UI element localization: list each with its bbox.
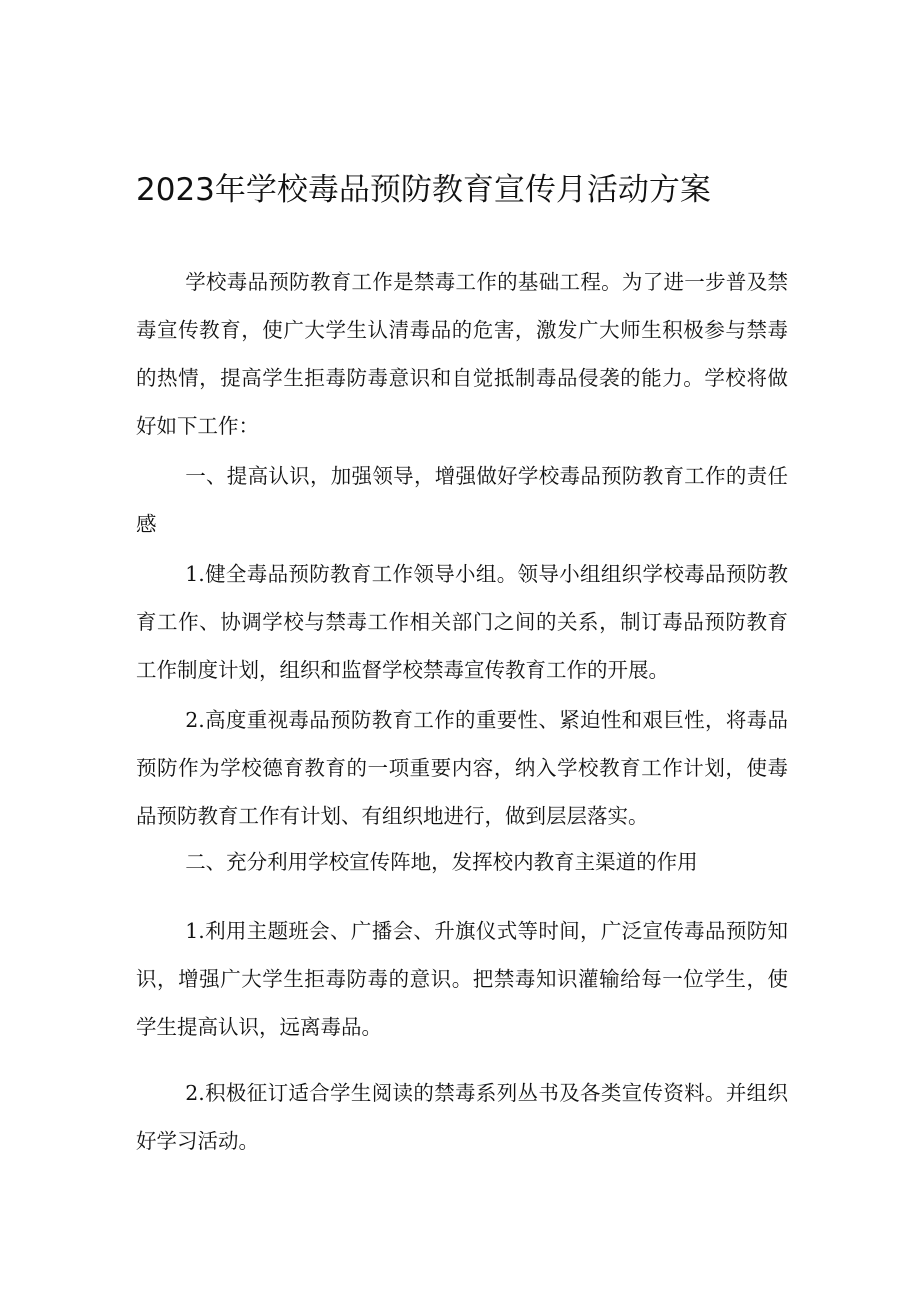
section-one-item-2: 2.高度重视毒品预防教育工作的重要性、紧迫性和艰巨性，将毒品预防作为学校德育教育的一项重要内容，纳入学校教育工作计划，使毒品预防教育工作有计划、有组织地进行，做到层层落实。	[136, 708, 788, 828]
section-one-heading: 一、提高认识，加强领导，增强做好学校毒品预防教育工作的责任感	[136, 464, 788, 536]
document-title: 2023年学校毒品预防教育宣传月活动方案	[136, 172, 711, 208]
section-two-heading: 二、充分利用学校宣传阵地，发挥校内教育主渠道的作用	[185, 850, 698, 874]
intro-paragraph: 学校毒品预防教育工作是禁毒工作的基础工程。为了进一步普及禁毒宣传教育，使广大学生认清毒品的危害，激发广大师生积极参与禁毒的热情，提高学生拒毒防毒意识和自觉抵制毒品侵袭的能力。学校将做好如下工作：	[136, 270, 788, 438]
section-two-item-1: 1.利用主题班会、广播会、升旗仪式等时间，广泛宣传毒品预防知识，增强广大学生拒毒防毒的意识。把禁毒知识灌输给每一位学生，使学生提高认识，远离毒品。	[136, 919, 788, 1039]
section-two-item-2: 2.积极征订适合学生阅读的禁毒系列丛书及各类宣传资料。并组织好学习活动。	[136, 1081, 788, 1153]
section-one-item-1: 1.健全毒品预防教育工作领导小组。领导小组组织学校毒品预防教育工作、协调学校与禁毒工作相关部门之间的关系，制订毒品预防教育工作制度计划，组织和监督学校禁毒宣传教育工作的开展。	[136, 562, 788, 682]
